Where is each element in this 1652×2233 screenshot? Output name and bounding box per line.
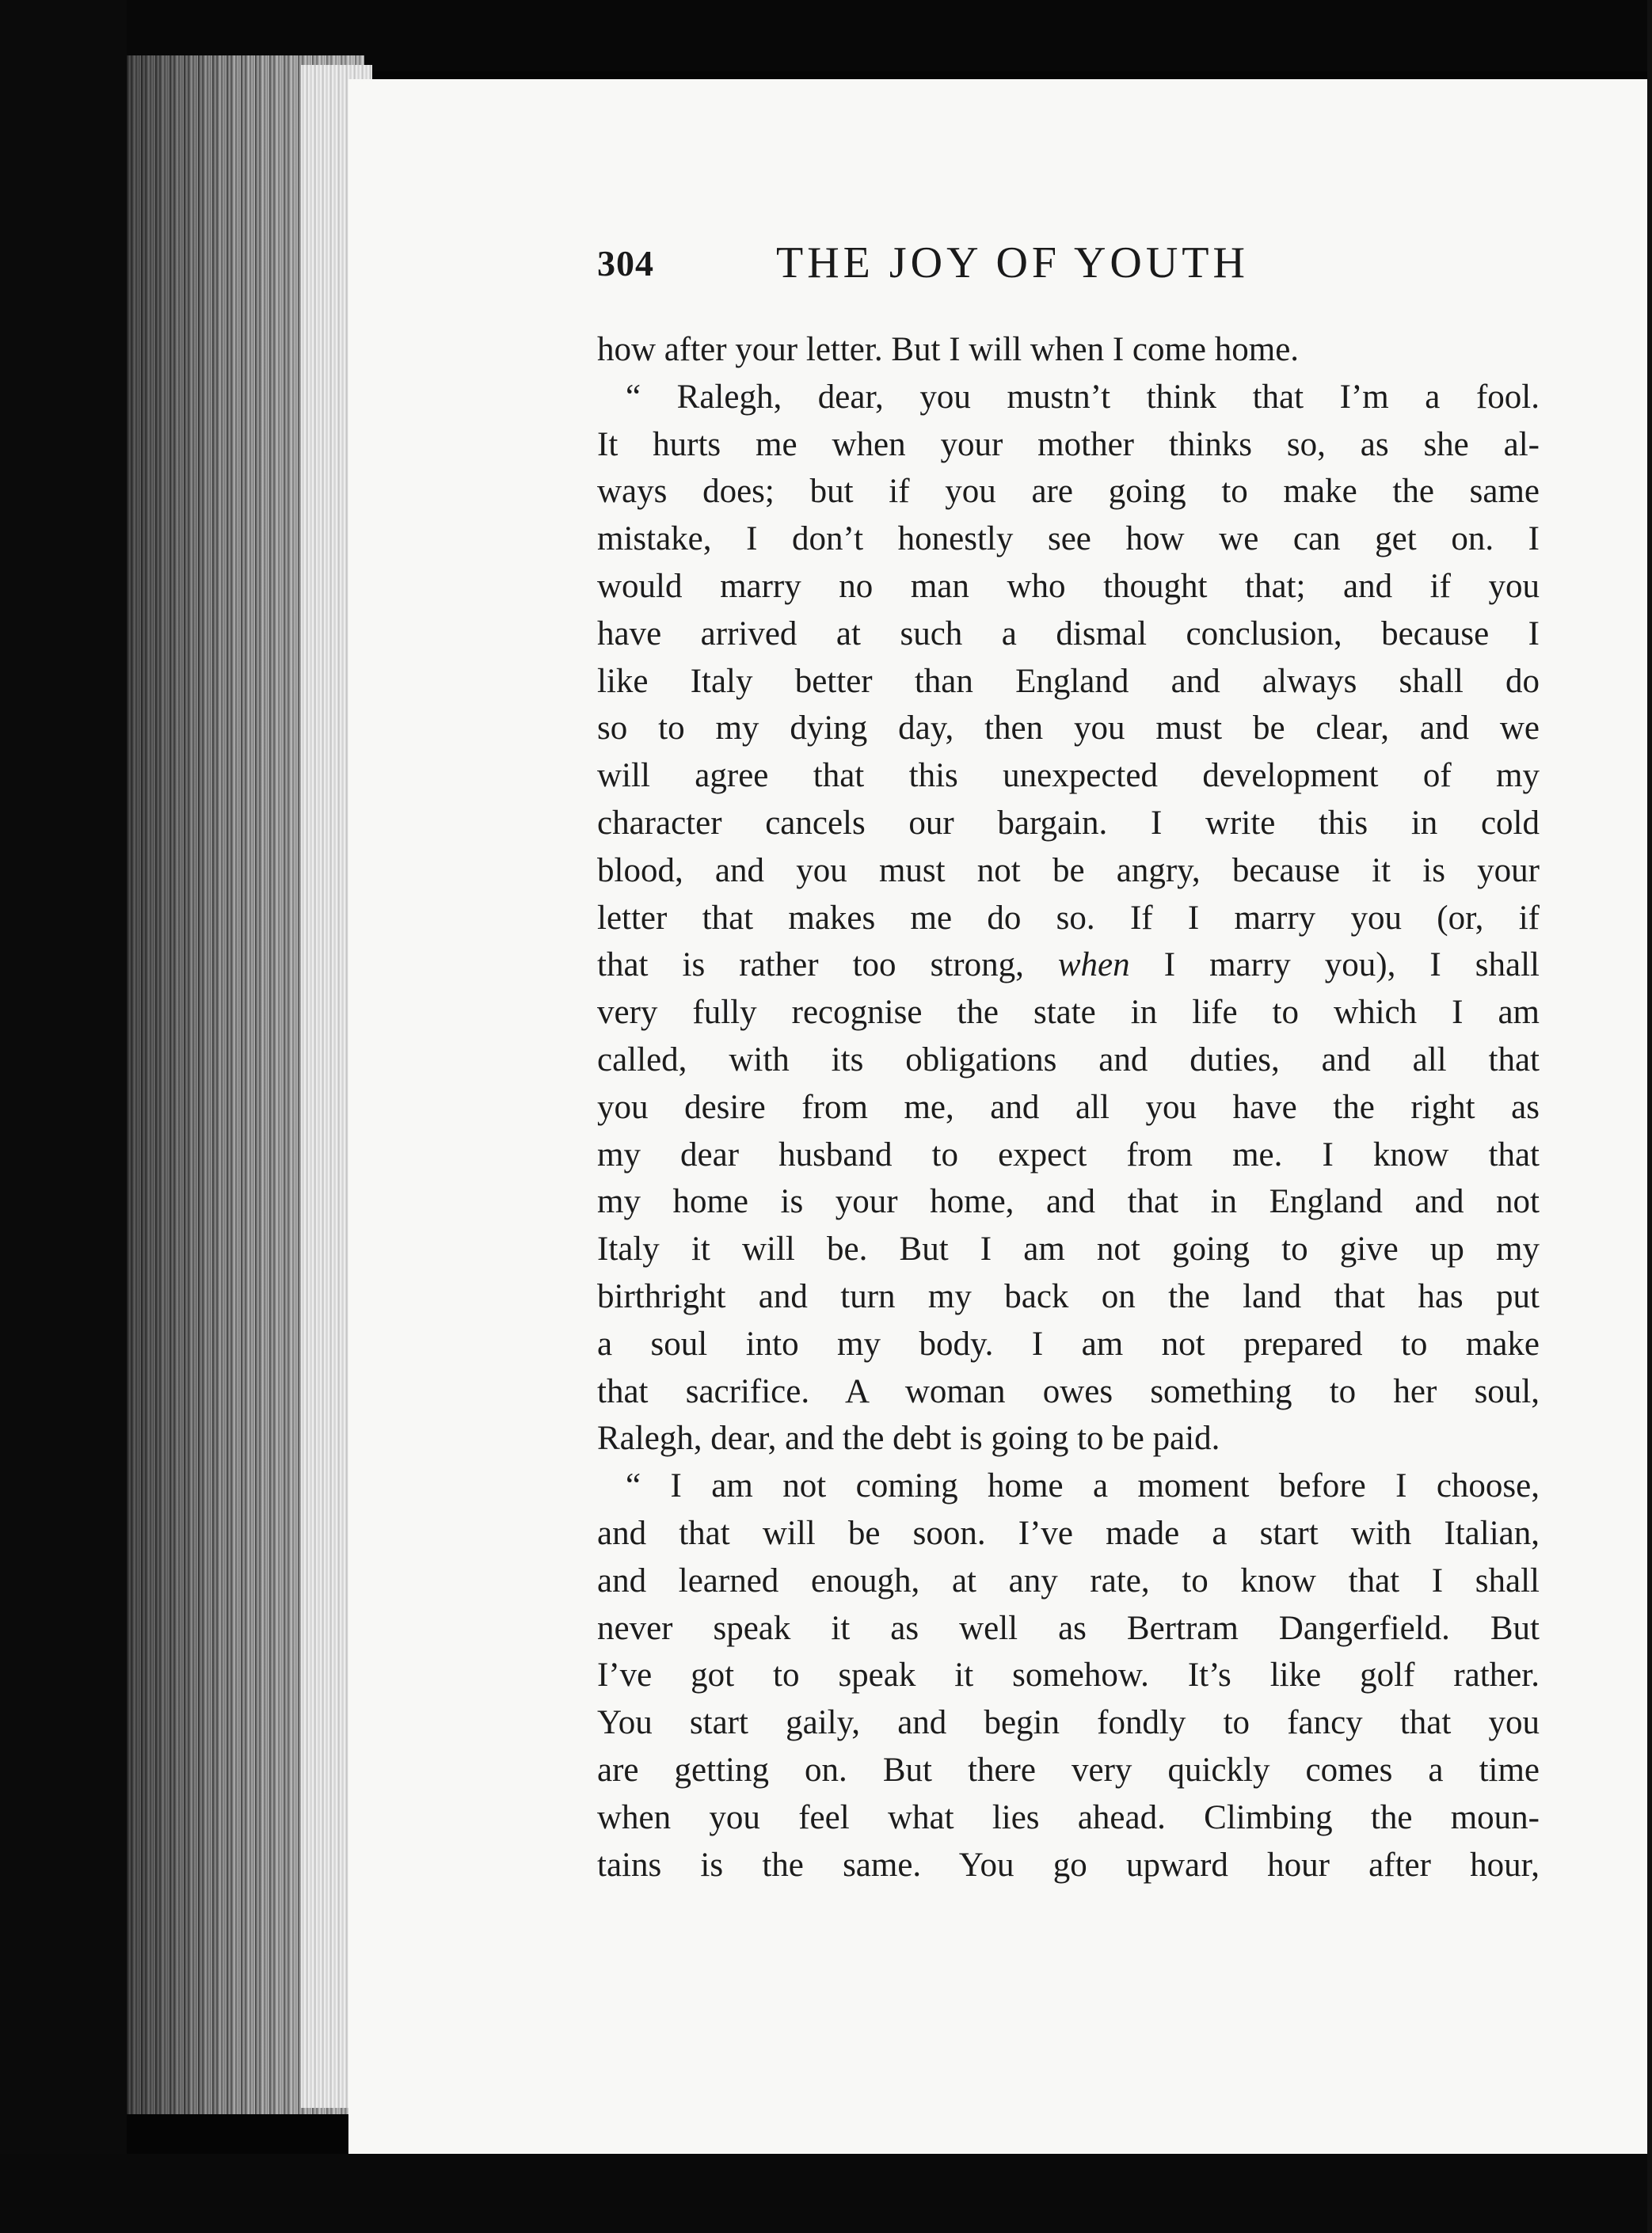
text-line: Ralegh, dear, and the debt is going to be paid.: [597, 1420, 1220, 1458]
text-line: so to my dying day, then you must be clear, and we: [597, 709, 1540, 748]
text-line: very fully recognise the state in life to which I am: [597, 994, 1540, 1032]
text-segment: that is rather too strong,: [597, 946, 1058, 984]
text-line: have arrived at such a dismal conclusion, because I: [597, 614, 1540, 652]
text-line: You start gaily, and begin fondly to fancy that you: [597, 1704, 1540, 1742]
text-line: ways does; but if you are going to make the same: [597, 473, 1540, 511]
text-line: are getting on. But there very quickly comes a time: [597, 1751, 1540, 1789]
scan-right-border: [1647, 0, 1652, 2233]
text-line: would marry no man who thought that; and if you: [597, 567, 1540, 605]
running-title: THE JOY OF YOUTH: [776, 238, 1249, 287]
text-line: that sacrifice. A woman owes something to her soul,: [597, 1372, 1540, 1410]
text-line: will agree that this unexpected development of my: [597, 757, 1540, 795]
text-line: my dear husband to expect from me. I know that: [597, 1136, 1540, 1174]
text-line: called, with its obligations and duties, and all that: [597, 1040, 1540, 1078]
text-line: mistake, I don’t honestly see how we can get on. I: [597, 520, 1540, 558]
text-line: you desire from me, and all you have the right as: [597, 1088, 1540, 1126]
scan-bottom-border: [0, 2154, 1652, 2233]
text-line: never speak it as well as Bertram Dangerfield. But: [597, 1609, 1540, 1647]
text-line: I’ve got to speak it somehow. It’s like golf rather.: [597, 1657, 1540, 1695]
text-line: a soul into my body. I am not prepared to make: [597, 1325, 1540, 1363]
text-line: blood, and you must not be angry, because it is your: [597, 851, 1540, 889]
text-line: like Italy better than England and always shall do: [597, 662, 1540, 700]
text-line: Italy it will be. But I am not going to give up my: [597, 1231, 1540, 1269]
text-line: and learned enough, at any rate, to know that I shall: [597, 1562, 1540, 1600]
body-text: [597, 326, 1540, 1889]
text-line: character cancels our bargain. I write this in cold: [597, 804, 1540, 842]
text-segment: I marry you), I shall: [1129, 946, 1540, 984]
text-line: [597, 942, 1540, 989]
italic-word: when: [1057, 946, 1130, 984]
text-line: how after your letter. But I will when I come home.: [597, 331, 1300, 368]
text-line: when you feel what lies ahead. Climbing the moun-: [597, 1798, 1540, 1836]
page-number: 304: [597, 243, 654, 283]
text-line: It hurts me when your mother thinks so, as she al-: [597, 425, 1540, 463]
text-line: “ Ralegh, dear, you mustn’t think that I’m a fool.: [626, 378, 1540, 416]
text-line: my home is your home, and that in England and not: [597, 1183, 1540, 1221]
text-line: “ I am not coming home a moment before I choose,: [626, 1467, 1540, 1505]
text-line: letter that makes me do so. If I marry you (or, if: [597, 899, 1540, 937]
page-header: [597, 238, 1547, 309]
text-line: and that will be soon. I’ve made a start with Italian,: [597, 1514, 1540, 1552]
text-line: tains is the same. You go upward hour after hour,: [597, 1846, 1540, 1884]
scan-left-border: [0, 0, 127, 2233]
text-line: birthright and turn my back on the land that has put: [597, 1277, 1540, 1315]
